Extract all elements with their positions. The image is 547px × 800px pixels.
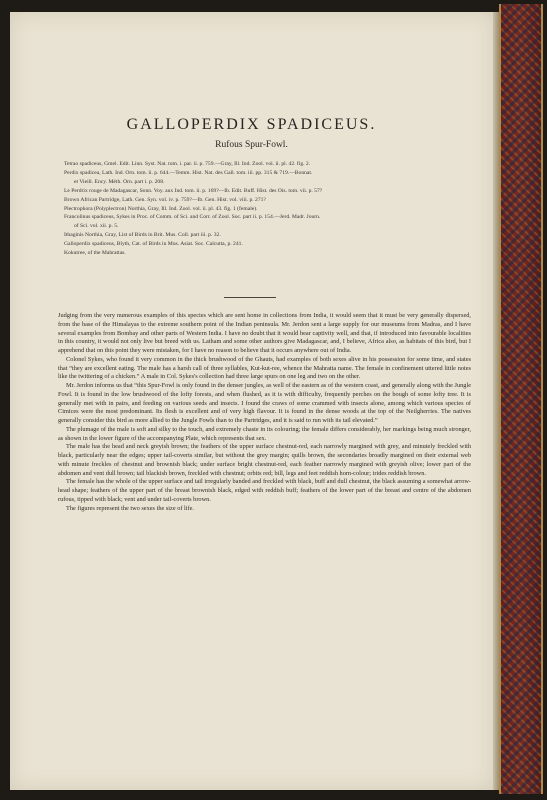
synonymy-list (64, 160, 474, 258)
page-title: GALLOPERDIX SPADICEUS. (126, 116, 377, 133)
body-paragraph: The male has the head and neck greyish brown; the feathers of the upper surface chestnut-red, each narrowly margined with grey, and minutely freckled with black, particularly near the edges; upper tail-coverts similar, but without the grey margin; quills brown, the secondaries broadly margined on their external web with minute freckles of chestnut and brownish black; under surface bright chestnut-red, each feather narrowly margined with greyish olive; lower part of the abdomen and vent dull brown; tail blackish brown, freckled with chestnut; orbits red; bill, legs and feet reddish horn-colour; irides reddish brown. (58, 443, 471, 477)
synonym-line: Francolinus spadiceus, Sykes in Proc. of Comm. of Sci. and Corr. of Zool. Soc. part ii. p. 154.—Jerd. Madr. Journ. (64, 214, 321, 221)
body-paragraph: Mr. Jerdon informs us that “this Spur-Fowl is only found in the denser jungles, as well of the eastern as of the western coast, and generally along with the Jungle Fowl. It is found in the low brushwood of the lofty forests, and when flushed, as it is with difficulty, frequently perches on the bough of some lofty tree. It is generally met with in pairs, and feeding on various seeds and insects. I found the craws of some crammed with insects alone, among which various species of Cimices were the most predominant. Its flesh is excellent and of very high flavour. It is found in the dense woods at the top of the Neilgherries. The natives generally consider this bird as more allied to the Jungle Fowls than to the Partridges, and it is said to run with its tail elevated.” (58, 382, 471, 424)
synonym-line: of Sci. vol. xii. p. 5. (74, 223, 119, 230)
synonym-line: Tetrao spadiceus, Gmel. Edit. Linn. Syst. Nat. tom. i. par. ii. p. 759.—Gray, Ill. Ind. Zool. vol. ii. pl. 42. fig. 2. (64, 161, 311, 167)
section-divider (224, 297, 276, 298)
body-paragraph: Colonel Sykes, who found it very common in the thick brushwood of the Ghauts, had examples of both sexes alive in his possession for some time, and states that “they are excellent eating. The male has a harsh call of three syllables, Kut-kut-ree, whence the Mahratta name. The female in confinement uttered little notes like the twittering of a chicken.” A male in Col. Sykes's collection had three large spurs on one leg and two on the other. (58, 355, 471, 381)
page-subtitle: Rufous Spur-Fowl. (215, 140, 288, 150)
synonym-line: Ithaginis Northia, Gray, List of Birds in Brit. Mus. Coll. part iii. p. 32. (64, 232, 221, 239)
body-paragraph: The plumage of the male is soft and silky to the touch, and extremely chaste in its colouring; the female differs considerably, her markings being much stronger, as shown in the lower figure of the accompanying Plate, which represents that sex. (58, 425, 471, 442)
synonym-line: Galloperdix spadiceus, Blyth, Cat. of Birds in Mus. Asiat. Soc. Calcutta, p. 241. (64, 241, 243, 248)
body-paragraph: The figures represent the two sexes the size of life. (66, 504, 194, 512)
synonym-line: Le Perdrix rouge de Madagascar, Sonn. Voy. aux Ind. tom. ii. p. 169?—Ib. Edit. Buff. Hist. des Ois. tom. vii. p. 57? (64, 187, 323, 194)
synonym-line: Plectrophora (Polyplectron) Northia, Gray, Ill. Ind. Zool. vol. ii. pl. 43. fig. 1 (female). (64, 205, 258, 212)
body-paragraph: Judging from the very numerous examples of this species which are sent home in collections from India, it would seem that it must be very generally dispersed, from the base of the Himalayas to the extreme southern point of the Indian peninsula. Mr. Jerdon sent a large supply for our museums from Madras, and I have several examples from Bombay and other parts of Western India. I have no doubt that it would bear captivity well, and that, if introduced into favourable localities in this country, it would not only live but breed with us. Latham and some other authors give Madagascar, and, I believe, Africa also, as habitats of this bird, but I apprehend that on this point they were mistaken, for I have no reason to believe that it occurs anywhere out of India. (58, 312, 471, 354)
body-text (58, 312, 471, 513)
synonym-line: Perdix spadicea, Lath. Ind. Orn. tom. ii. p. 644.—Temm. Hist. Nat. des Gall. tom. iii. pp. 315 & 719.—Bonnat. (64, 169, 313, 176)
marbled-cover (499, 4, 543, 794)
body-paragraph: The female has the whole of the upper surface and tail irregularly banded and freckled with black, buff and dull chestnut, the black assuming a somewhat arrow-head shape; feathers of the upper part of the breast brownish black, edged with reddish buff; feathers of the lower part of the breast and centre of the abdomen rufous, tipped with black; vent and under tail-coverts brown. (58, 478, 471, 503)
synonym-line: Brown African Partridge, Lath. Gen. Syn. vol. iv. p. 759?—Ib. Gen. Hist. vol. viii. p. 271? (64, 196, 266, 203)
synonym-line: Kokutree, of the Mahrattas. (64, 250, 126, 257)
synonym-line: et Vieill. Ency. Méth. Orn. part i. p. 208. (74, 178, 165, 185)
